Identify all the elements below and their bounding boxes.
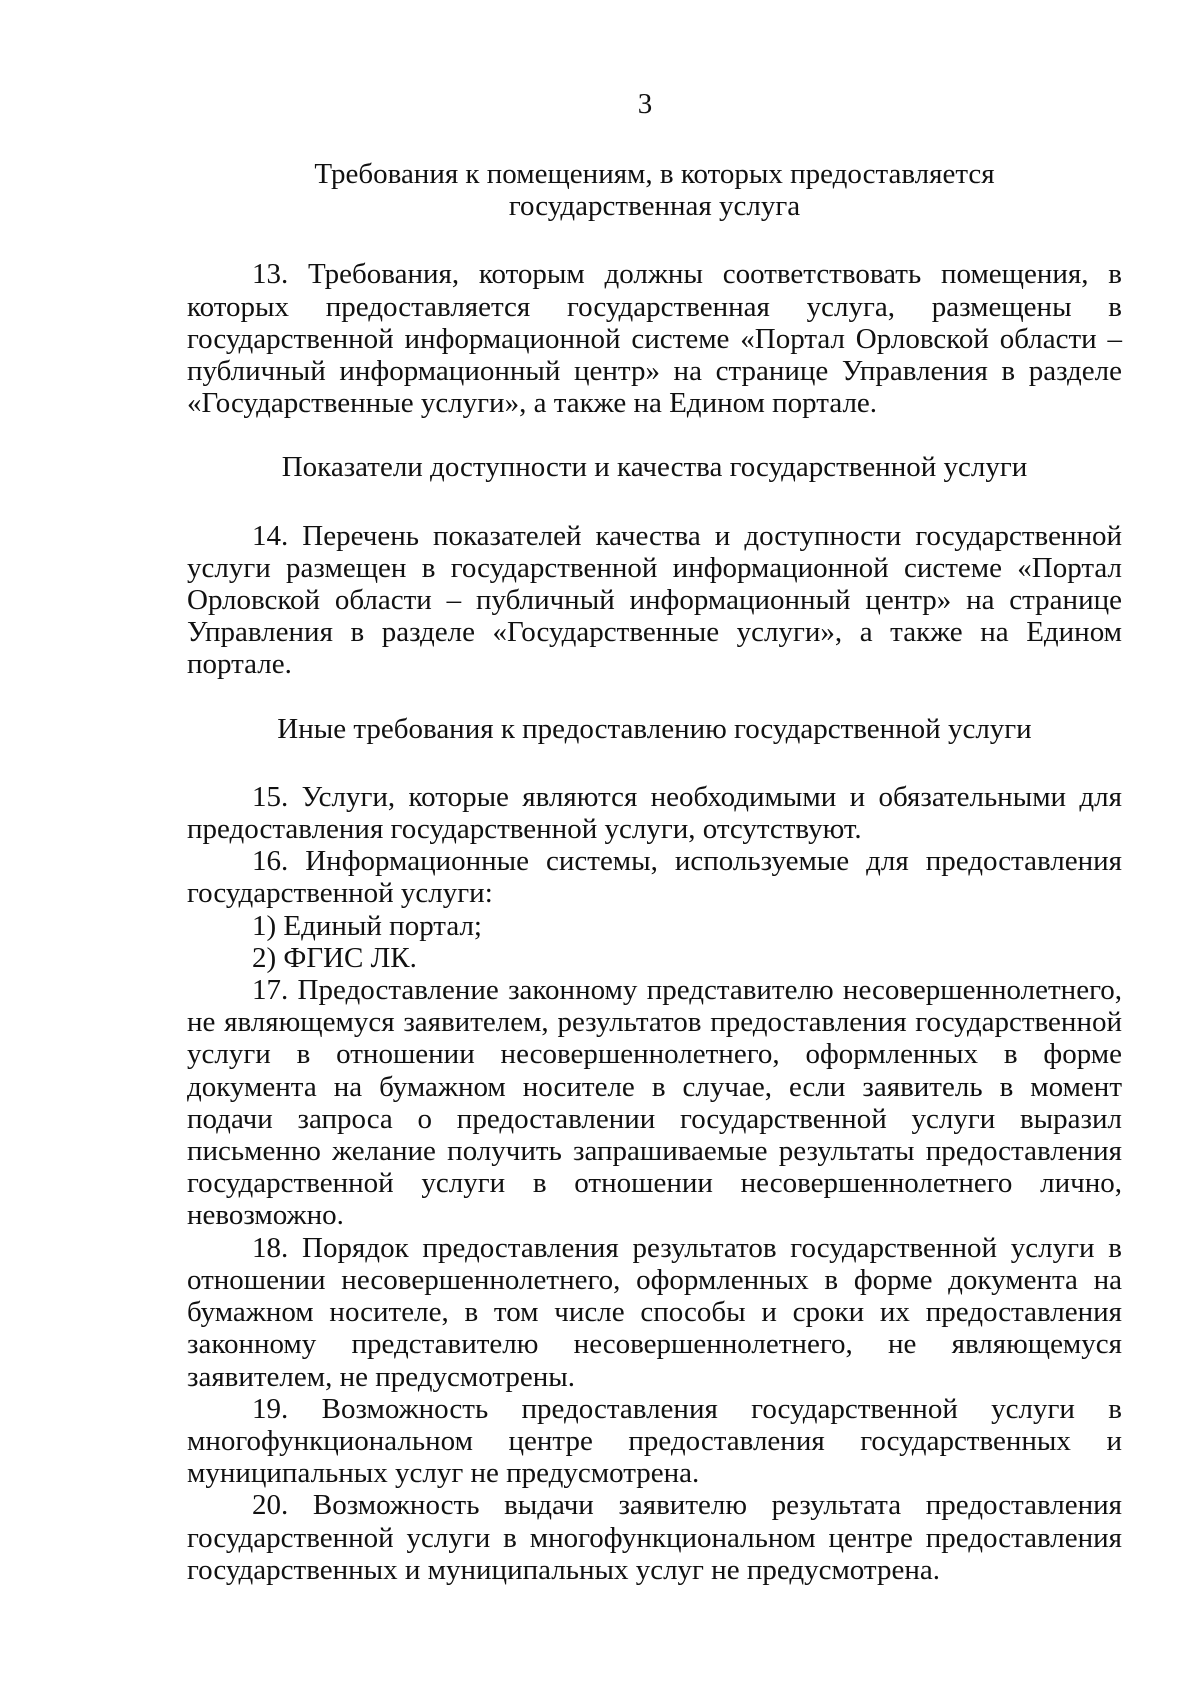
list-item: 1) Единый портал;	[252, 909, 482, 942]
paragraph-20: 20. Возможность выдачи заявителю результата предоставления государственной услуги в многофункциональном центре предоставления государственных и муниципальных услуг не предусмотрена.	[187, 1489, 1122, 1586]
paragraph-15: 15. Услуги, которые являются необходимыми и обязательными для предоставления государственной услуги, отсутствуют.	[187, 780, 1122, 846]
paragraph-14: 14. Перечень показателей качества и доступности государственной услуги размещен в государственной информационной системе «Портал Орловской области – публичный информационный центр» на странице Управления в разделе «Государственные услуги», а также на Едином портале.	[187, 519, 1122, 681]
paragraph-16: 16. Информационные системы, используемые для предоставления государственной услуги:	[187, 845, 1122, 910]
section-heading	[187, 451, 1122, 483]
section-heading-line: Требования к помещениям, в которых предоставляется	[314, 158, 995, 190]
document-body	[187, 158, 1122, 1586]
page-number: 3	[637, 88, 653, 120]
section-heading	[187, 713, 1122, 745]
section-heading-line: государственная услуга	[508, 190, 801, 223]
paragraph-19: 19. Возможность предоставления государственной услуги в многофункциональном центре предоставления государственных и муниципальных услуг не предусмотрена.	[187, 1392, 1122, 1490]
section-heading-line: Иные требования к предоставлению государственной услуги	[277, 712, 1032, 745]
section-heading	[187, 158, 1122, 222]
paragraph-13: 13. Требования, которым должны соответствовать помещения, в которых предоставляется государственная услуга, размещены в государственной информационной системе «Портал Орловской области – публичный информационный центр» на странице Управления в разделе «Государственные услуги», а также на Едином портале.	[187, 258, 1122, 420]
section-heading-line: Показатели доступности и качества государственной услуги	[281, 451, 1028, 484]
paragraph-18: 18. Порядок предоставления результатов государственной услуги в отношении несовершеннолетнего, оформленных в форме документа на бумажном носителе, в том числе способы и сроки их предоставления законному представителю несовершеннолетнего, не являющемуся заявителем, не предусмотрены.	[187, 1231, 1122, 1393]
paragraph-17: 17. Предоставление законному представителю несовершеннолетнего, не являющемуся заявителем, результатов предоставления государственной услуги в отношении несовершеннолетнего, оформленных в форме документа на бумажном носителе в случае, если заявитель в момент подачи запроса о предоставлении государственной услуги выразил письменно желание получить запрашиваемые результаты предоставления государственной услуги в отношении несовершеннолетнего лично, невозможно.	[187, 974, 1122, 1232]
list-item: 2) ФГИС ЛК.	[252, 941, 417, 974]
